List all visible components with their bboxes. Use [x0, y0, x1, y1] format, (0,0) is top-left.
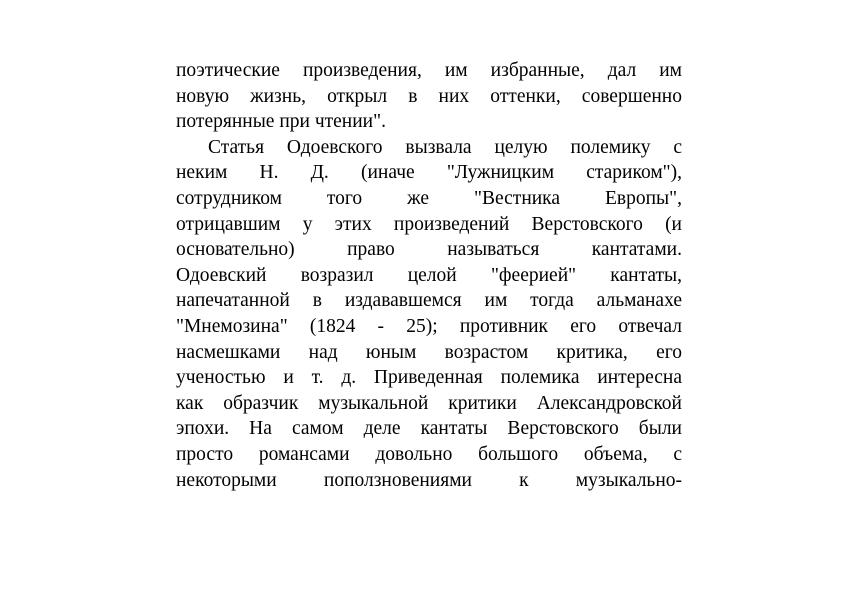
text-line: некоторыми поползновениями к музыкально- — [176, 469, 682, 491]
text-line: новую жизнь, открыл в них оттенки, совершенно — [176, 85, 682, 107]
text-line: основательно) право называться кантатами. — [176, 239, 682, 261]
text-line: эпохи. На самом деле кантаты Верстовского были — [176, 418, 682, 440]
text-line: просто романсами довольно большого объема, с — [176, 443, 682, 465]
text-line: отрицавшим у этих произведений Верстовского (и — [176, 213, 682, 235]
text-line: Статья Одоевского вызвала целую полемику с — [208, 136, 682, 158]
text-line: потерянные при чтении". — [176, 111, 386, 133]
text-line: как образчик музыкальной критики Александровской — [176, 392, 682, 414]
text-line: сотрудником того же "Вестника Европы", — [176, 187, 682, 209]
body-text — [176, 58, 682, 493]
text-line: неким Н. Д. (иначе "Лужницким стариком"), — [176, 162, 682, 184]
text-line: "Мнемозина" (1824 - 25); противник его отвечал — [176, 315, 682, 337]
text-line: поэтические произведения, им избранные, дал им — [176, 60, 682, 81]
paragraph-1 — [176, 58, 682, 135]
text-line: Одоевский возразил целой "феерией" кантаты, — [176, 264, 682, 286]
text-line: ученостью и т. д. Приведенная полемика интересна — [176, 367, 682, 389]
text-line: напечатанной в издававшемся им тогда альманахе — [176, 290, 682, 312]
text-line: насмешками над юным возрастом критика, его — [176, 341, 682, 363]
paragraph-2 — [176, 135, 682, 493]
